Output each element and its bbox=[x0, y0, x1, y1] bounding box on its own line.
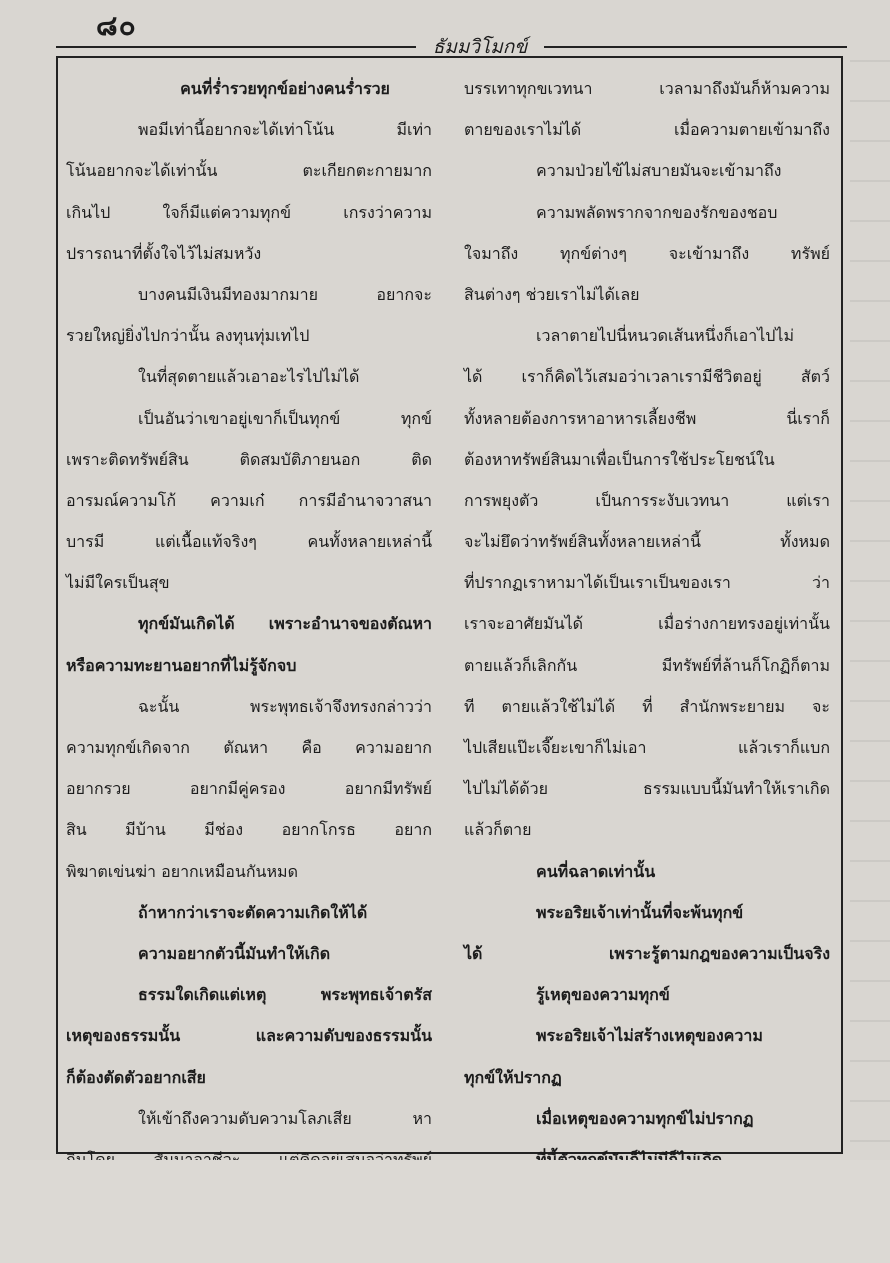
text-line: พระอริยเจ้าเท่านั้นที่จะพ้นทุกข์ bbox=[536, 902, 744, 922]
text-line: ที ตายแล้วใช้ไม่ได้ ที่ สำนักพระยายม จะ bbox=[464, 696, 830, 716]
text-line: สิน มีบ้าน มีช่อง อยากโกรธ อยาก bbox=[66, 820, 432, 840]
text-line: ต้องหาทรัพย์สินมาเพื่อเป็นการใช้ประโยชน์ใน bbox=[464, 449, 775, 469]
text-line: ทั้งหลายต้องการหาอาหารเลี้ยงชีพ นี่เราก็ bbox=[464, 408, 830, 428]
text-line: ที่ปรากฏเราหามาได้เป็นเราเป็นของเรา ว่า bbox=[464, 573, 830, 593]
left-column bbox=[66, 68, 432, 1152]
text-line: พระอริยเจ้าไม่สร้างเหตุของความ bbox=[536, 1026, 763, 1046]
text-line: เมื่อเหตุของความทุกข์ไม่ปรากฏ bbox=[536, 1108, 754, 1128]
text-line: เพราะติดทรัพย์สิน ติดสมบัติภายนอก ติด bbox=[66, 449, 432, 469]
page-bottom-margin bbox=[0, 1160, 890, 1263]
text-line: ได้ เราก็คิดไว้เสมอว่าเวลาเรามีชีวิตอยู่ สัตว์ bbox=[464, 367, 830, 387]
text-line: ใจมาถึง ทุกข์ต่างๆ จะเข้ามาถึง ทรัพย์ bbox=[464, 243, 830, 263]
facing-page-bleed bbox=[850, 60, 890, 1160]
text-line: ตายแล้วก็เลิกกัน มีทรัพย์ที่ล้านก็โกฏิก็ตาม bbox=[464, 655, 830, 675]
text-line: ความพลัดพรากจากของรักของชอบ bbox=[536, 202, 778, 222]
text-line: ฉะนั้น พระพุทธเจ้าจึงทรงกล่าวว่า bbox=[138, 696, 432, 716]
text-line: เราจะอาศัยมันได้ เมื่อร่างกายทรงอยู่เท่านั้น bbox=[464, 614, 830, 634]
header-rule-right bbox=[544, 46, 847, 48]
text-line: ในที่สุดตายแล้วเอาอะไรไปไม่ได้ bbox=[138, 367, 360, 387]
text-line: พิฆาตเข่นฆ่า อยากเหมือนกันหมด bbox=[66, 861, 298, 881]
text-line: เหตุของธรรมนั้น และความดับของธรรมนั้น bbox=[66, 1026, 432, 1046]
header-rule-left bbox=[56, 46, 416, 48]
text-line: ปรารถนาที่ตั้งใจไว้ไม่สมหวัง bbox=[66, 243, 262, 263]
text-line: ตายของเราไม่ได้ เมื่อความตายเข้ามาถึง bbox=[464, 120, 830, 140]
text-line: รวยใหญ่ยิ่งไปกว่านั้น ลงทุนทุ่มเทไป bbox=[66, 326, 310, 346]
text-line: ทุกข์มันเกิดได้ เพราะอำนาจของตัณหา bbox=[138, 614, 432, 634]
text-line: คนที่ฉลาดเท่านั้น bbox=[536, 861, 656, 881]
text-line: ก็ต้องตัดตัวอยากเสีย bbox=[66, 1067, 206, 1087]
text-line: สินต่างๆ ช่วยเราไม่ได้เลย bbox=[464, 284, 640, 304]
text-line: จะไม่ยึดว่าทรัพย์สินทั้งหลายเหล่านี้ ทั้งหมด bbox=[464, 532, 830, 552]
text-line: บางคนมีเงินมีทองมากมาย อยากจะ bbox=[138, 284, 432, 304]
running-head bbox=[56, 32, 847, 56]
text-line: ความอยากตัวนี้มันทำให้เกิด bbox=[138, 943, 331, 963]
text-line: ให้เข้าถึงความดับความโลภเสีย หา bbox=[138, 1108, 432, 1128]
text-line: บารมี แต่เนื้อแท้จริงๆ คนทั้งหลายเหล่านี้ bbox=[66, 532, 432, 552]
text-line: การพยุงตัว เป็นการระงับเวทนา แต่เรา bbox=[464, 490, 830, 510]
text-line: ความป่วยไข้ไม่สบายมันจะเข้ามาถึง bbox=[536, 161, 782, 181]
text-line: รู้เหตุของความทุกข์ bbox=[536, 985, 670, 1005]
text-line: คนที่ร่ำรวยทุกข์อย่างคนร่ำรวย bbox=[180, 79, 390, 98]
text-line: เวลาตายไปนี่หนวดเส้นหนึ่งก็เอาไปไม่ bbox=[536, 326, 795, 346]
running-head-title: ธัมมวิโมกข์ bbox=[432, 36, 528, 58]
text-line: อารมณ์ความโก้ ความเก๋ การมีอำนาจวาสนา bbox=[66, 490, 432, 510]
text-line: หรือความทะยานอยากที่ไม่รู้จักจบ bbox=[66, 655, 297, 675]
text-line: ไม่มีใครเป็นสุข bbox=[66, 573, 170, 593]
text-line: เป็นอันว่าเขาอยู่เขาก็เป็นทุกข์ ทุกข์ bbox=[138, 408, 432, 428]
page-number: ๘๐ bbox=[96, 9, 137, 42]
text-line: ถ้าหากว่าเราจะตัดความเกิดให้ได้ bbox=[138, 902, 368, 922]
text-line: พอมีเท่านี้อยากจะได้เท่าโน้น มีเท่า bbox=[138, 120, 432, 140]
text-line: ทุกข์ให้ปรากฏ bbox=[464, 1067, 562, 1087]
text-line: บรรเทาทุกขเวทนา เวลามาถึงมันก็ห้ามความ bbox=[464, 79, 830, 98]
text-line: แล้วก็ตาย bbox=[464, 820, 532, 840]
text-line: อยากรวย อยากมีคู่ครอง อยากมีทรัพย์ bbox=[66, 779, 432, 799]
text-line: ความทุกข์เกิดจาก ตัณหา คือ ความอยาก bbox=[66, 738, 432, 757]
text-line: ธรรมใดเกิดแต่เหตุ พระพุทธเจ้าตรัส bbox=[138, 985, 432, 1005]
text-line: ได้ เพราะรู้ตามกฎของความเป็นจริง bbox=[464, 943, 830, 963]
text-line: โน้นอยากจะได้เท่านั้น ตะเกียกตะกายมาก bbox=[66, 161, 432, 181]
text-line: ไปเสียแป๊ะเจี๊ยะเขาก็ไม่เอา แล้วเราก็แบก bbox=[464, 738, 830, 757]
right-column bbox=[464, 68, 830, 1152]
text-line: ไปไม่ได้ด้วย ธรรมแบบนี้มันทำให้เราเกิด bbox=[464, 779, 830, 799]
text-line: เกินไป ใจก็มีแต่ความทุกข์ เกรงว่าความ bbox=[66, 202, 432, 222]
